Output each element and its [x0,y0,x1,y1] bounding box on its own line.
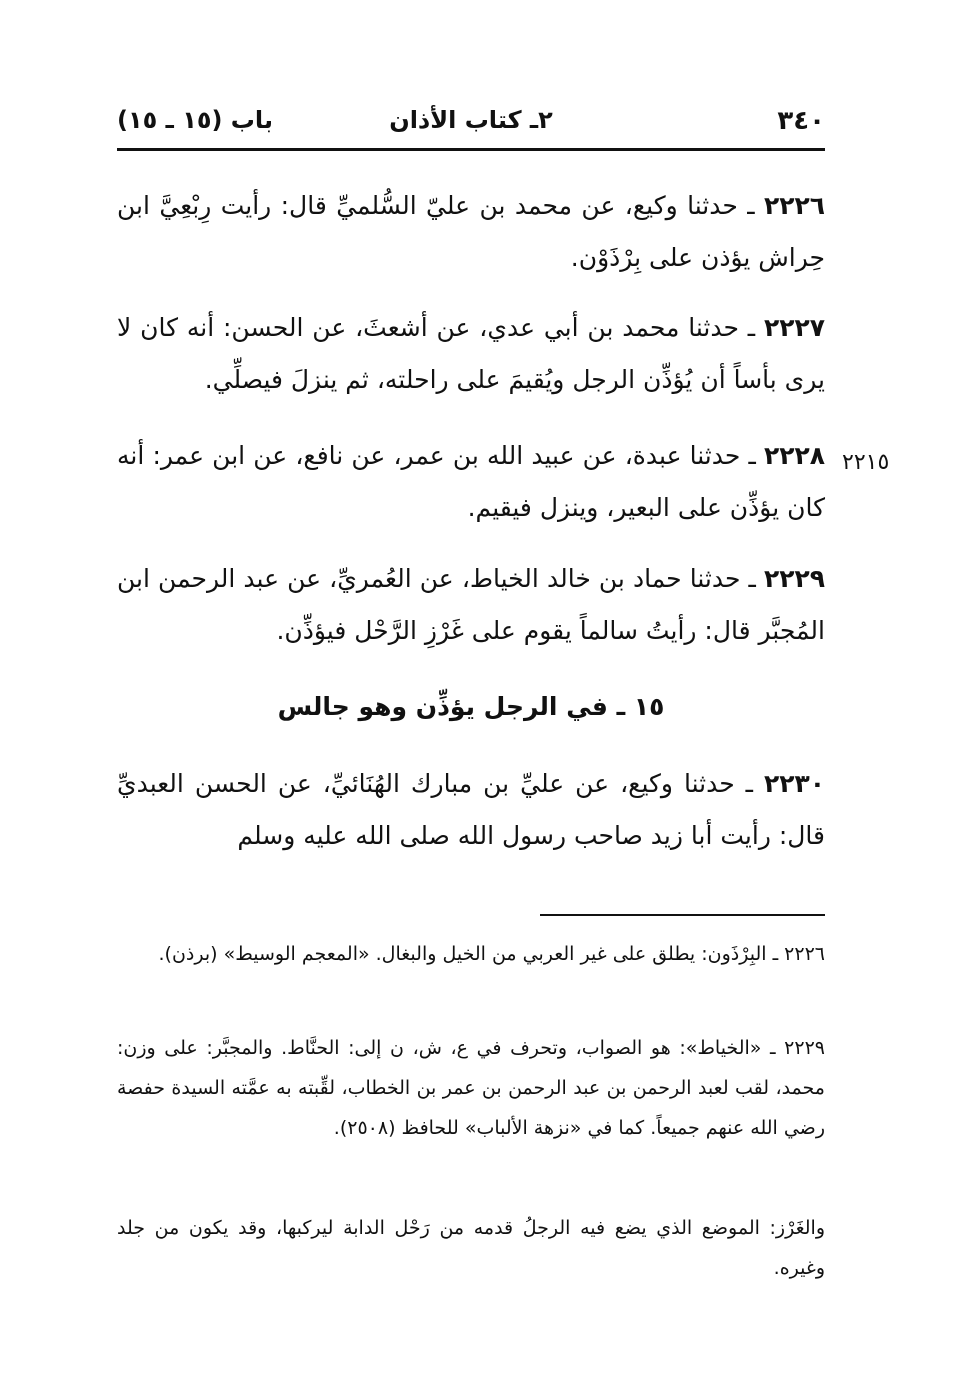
hadith-text: ـ حدثنا وكيع، عن عليِّ بن مبارك الهُنَائيِّ، عن الحسن العبديِّ قال: رأيت أبا زيد صاحب رسول الله صلى الله عليه وسلم [117,769,825,850]
margin-reference-number: ٢٢١٥ [842,450,890,475]
section-reference: باب (١٥ ـ ١٥) [117,106,273,134]
page-number: ٣٤٠ [777,106,825,136]
hadith-number: ٢٢٢٦ [763,191,825,220]
hadith-number: ٢٢٣٠ [763,769,825,798]
hadith-2229 [117,553,825,657]
header-divider [117,148,825,151]
hadith-2230 [117,758,825,862]
footnote-gharz: والغَرْز: الموضع الذي يضع فيه الرجلُ قدمه من رَحْل الدابة ليركبها، وقد يكون من جلد وغيره. [117,1217,825,1279]
page-header [117,100,825,144]
hadith-number: ٢٢٢٧ [763,313,825,342]
hadith-number: ٢٢٢٩ [763,564,825,593]
footnote-divider [540,914,825,916]
section-heading: ١٥ ـ في الرجل يؤذِّن وهو جالس [277,692,665,721]
hadith-2227 [117,302,825,406]
hadith-text: ـ حدثنا عبدة، عن عبيد الله بن عمر، عن نافع، عن ابن عمر: أنه كان يؤذِّن على البعير، وينزل فيقيم. [117,441,825,522]
chapter-title: ٢ـ كتاب الأذان [389,106,553,134]
footnote-2229: ٢٢٢٩ ـ «الخياط»: هو الصواب، وتحرف في ع، ش، ن إلى: الحنَّاط. والمجبَّر: على وزن: محمد، لقب لعبد الرحمن بن عبد الرحمن بن عمر بن الخطاب، لقِّبته به عمَّته السيدة حفصة رضي الله عنهم جميعاً. كما في «نزهة الألباب» للحافظ (٢٥٠٨). [117,1037,825,1139]
hadith-text: ـ حدثنا محمد بن أبي عدي، عن أشعثَ، عن الحسن: أنه كان لا يرى بأساً أن يُؤذِّن الرجل ويُقيمَ على راحلته، ثم ينزلَ فيصلِّي. [117,313,825,394]
footnote-2226: ٢٢٢٦ ـ البِرْذَون: يطلق على غير العربي من الخيل والبغال. «المعجم الوسيط» (برذن). [158,943,825,965]
hadith-text: ـ حدثنا حماد بن خالد الخياط، عن العُمريِّ، عن عبد الرحمن ابن المُجبَّر قال: رأيتُ سالماً يقوم على غَرْزِ الرَّحْل فيؤذِّن. [117,564,825,645]
hadith-text: ـ حدثنا وكيع، عن محمد بن عليّ السُّلميِّ قال: رأيت رِبْعِيَّ ابن حِراش يؤذن على بِرْذَوْن. [117,191,825,272]
hadith-2226 [117,180,825,284]
hadith-2228 [117,430,825,534]
hadith-number: ٢٢٢٨ [763,441,825,470]
